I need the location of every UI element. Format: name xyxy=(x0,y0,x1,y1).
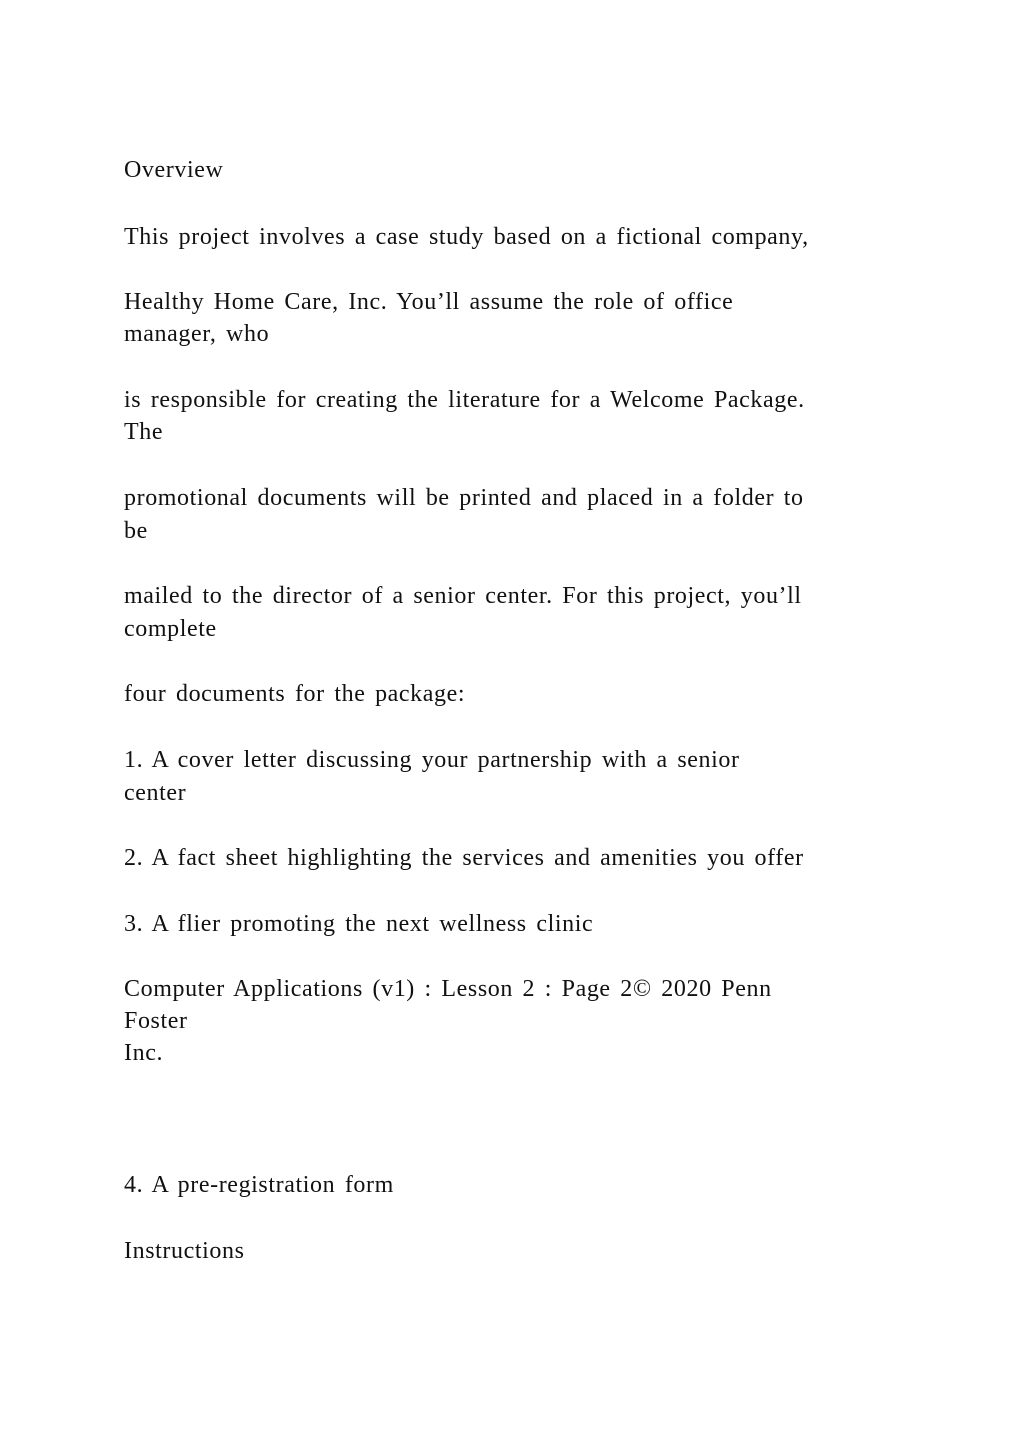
list-item: 3. A flier promoting the next wellness clinic xyxy=(124,911,594,937)
paragraph-line: be xyxy=(124,518,148,544)
paragraph-line: mailed to the director of a senior center. For this project, you’ll xyxy=(124,583,802,609)
list-item-continuation: center xyxy=(124,780,187,806)
list-item: 2. A fact sheet highlighting the services and amenities you offer xyxy=(124,845,804,871)
paragraph-line: is responsible for creating the literature for a Welcome Package. xyxy=(124,387,805,413)
paragraph-line: four documents for the package: xyxy=(124,681,466,707)
heading-overview: Overview xyxy=(124,157,224,183)
paragraph-line: Healthy Home Care, Inc. You’ll assume the role of office xyxy=(124,289,734,315)
heading-instructions: Instructions xyxy=(124,1238,245,1264)
page-footer: Foster xyxy=(124,1008,188,1034)
paragraph-line: manager, who xyxy=(124,321,270,347)
paragraph-line: promotional documents will be printed and placed in a folder to xyxy=(124,485,804,511)
paragraph-line: This project involves a case study based on a fictional company, xyxy=(124,224,809,250)
list-item: 4. A pre-registration form xyxy=(124,1172,394,1198)
page-footer: Inc. xyxy=(124,1040,164,1066)
list-item: 1. A cover letter discussing your partnership with a senior xyxy=(124,747,740,773)
page-footer: Computer Applications (v1) : Lesson 2 : Page 2© 2020 Penn xyxy=(124,976,772,1002)
paragraph-line: The xyxy=(124,419,164,445)
paragraph-line: complete xyxy=(124,616,217,642)
